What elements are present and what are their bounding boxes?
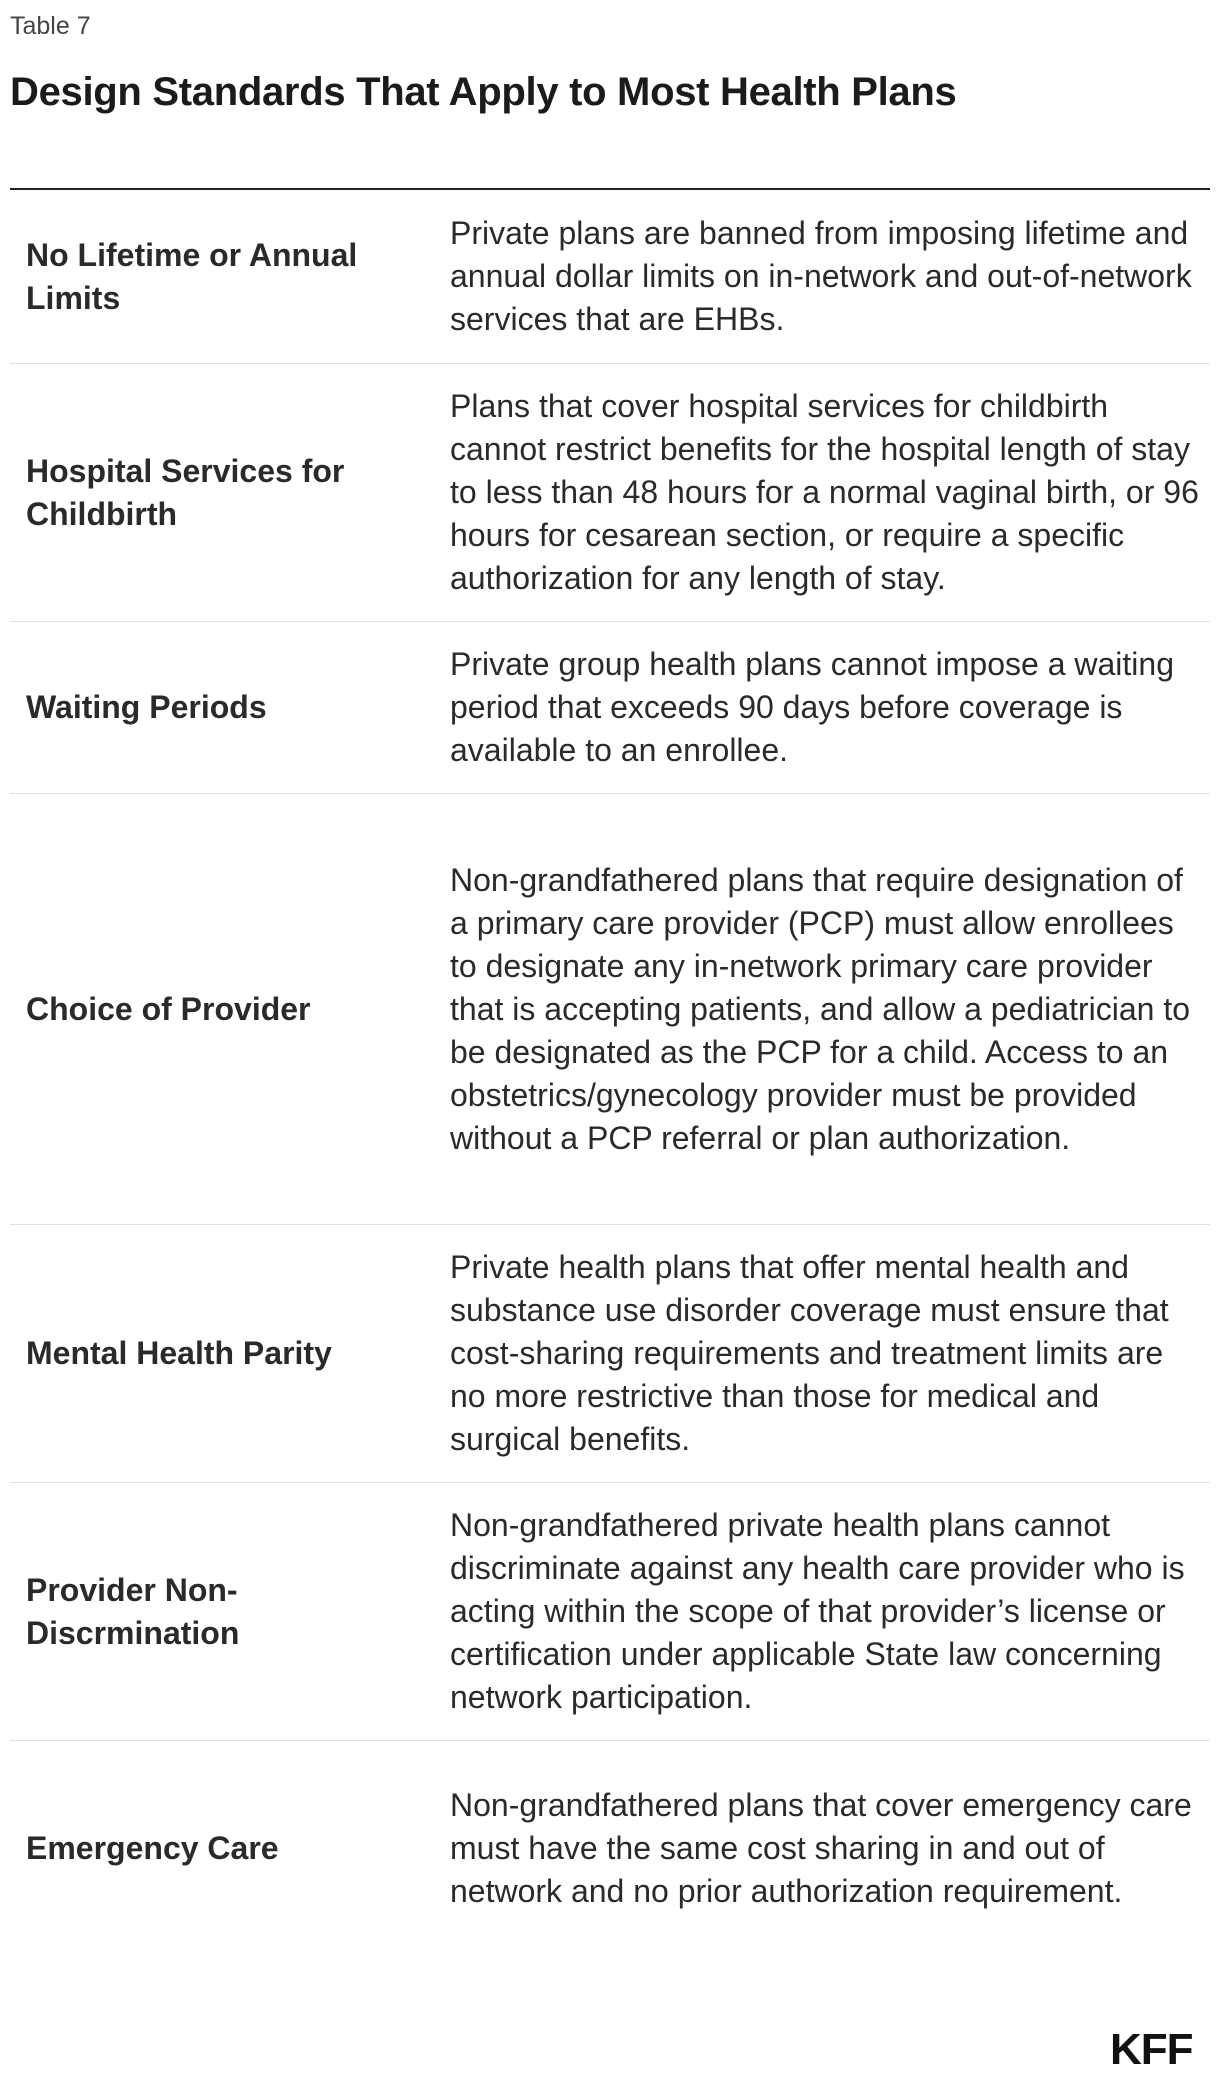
- table-row: [10, 622, 1210, 794]
- row-description: Private health plans that offer mental health and substance use disorder coverage must ensure that cost-sharing requirements and treatment limits are no more restrictive than those for medical and surgical benefits.: [450, 1249, 1169, 1457]
- row-label: Provider Non-Discrmination: [26, 1571, 240, 1651]
- table-row: [10, 364, 1210, 622]
- row-description: Plans that cover hospital services for childbirth cannot restrict benefits for the hospital length of stay to less than 48 hours for a normal vaginal birth, or 96 hours for cesarean section, or require a specific authorization for any length of stay.: [450, 388, 1199, 596]
- row-description: Non-grandfathered plans that cover emergency care must have the same cost sharing in and out of network and no prior authorization requirement.: [450, 1787, 1192, 1909]
- row-label: Hospital Services for Childbirth: [26, 452, 345, 532]
- table-number: Table 7: [10, 12, 91, 40]
- row-description: Private plans are banned from imposing lifetime and annual dollar limits on in-network and out-of-network services that are EHBs.: [450, 215, 1192, 337]
- row-label: Waiting Periods: [26, 689, 267, 725]
- table-row: [10, 1225, 1210, 1483]
- row-description: Private group health plans cannot impose a waiting period that exceeds 90 days before coverage is available to an enrollee.: [450, 646, 1174, 768]
- row-description: Non-grandfathered plans that require designation of a primary care provider (PCP) must allow enrollees to designate any in-network primary care provider that is accepting patients, and allow a pediatrician to be designated as the PCP for a child. Access to an obstetrics/gynecology provider must be provided without a PCP referral or plan authorization.: [450, 861, 1191, 1156]
- row-label: Emergency Care: [26, 1830, 279, 1866]
- table-row: [10, 1741, 1210, 1956]
- row-label: Mental Health Parity: [26, 1335, 332, 1371]
- page-title: Design Standards That Apply to Most Health Plans: [10, 70, 957, 114]
- row-description: Non-grandfathered private health plans cannot discriminate against any health care provider who is acting within the scope of that provider’s license or certification under applicable State law concerning network participation.: [450, 1507, 1185, 1715]
- row-label: No Lifetime or Annual Limits: [26, 236, 358, 316]
- table-row: [10, 190, 1210, 364]
- kff-logo: KFF: [1110, 2025, 1193, 2074]
- table-row: [10, 1483, 1210, 1741]
- table-row: [10, 794, 1210, 1225]
- row-label: Choice of Provider: [26, 990, 311, 1027]
- standards-table: [10, 188, 1210, 1956]
